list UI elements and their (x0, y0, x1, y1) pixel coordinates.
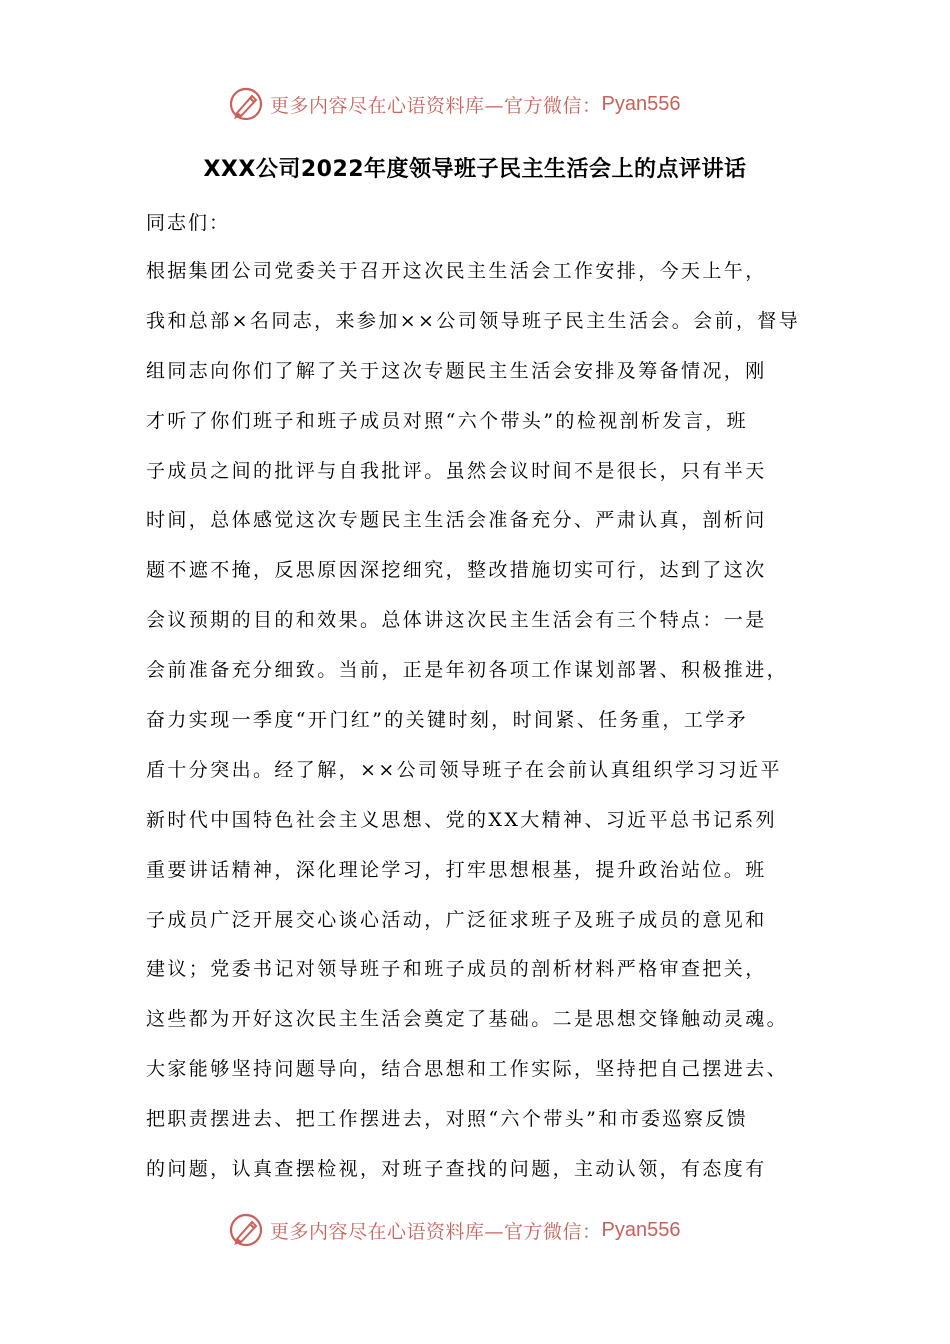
body-line: 重要讲话精神，深化理论学习，打牢思想根基，提升政治站位。班 (146, 858, 767, 881)
pen-logo-icon (228, 1212, 264, 1248)
body-line: 大家能够坚持问题导向，结合思想和工作实际，坚持把自己摆进去、 (146, 1058, 789, 1081)
watermark-header (228, 84, 680, 124)
watermark-text: 更多内容尽在心语资料库—官方微信： (270, 94, 602, 117)
body-line: 题不遮不掩，反思原因深挖细究，整改措施切实可行，达到了这次 (146, 559, 767, 582)
body-line: 把职责摆进去、把工作摆进去，对照“六个带头”和市委巡察反馈 (146, 1108, 749, 1131)
body-line: 会前准备充分细致。当前，正是年初各项工作谋划部署、积极推进， (146, 659, 789, 682)
body-line: 才听了你们班子和班子成员对照“六个带头”的检视剖析发言，班 (146, 409, 749, 432)
body-line: 组同志向你们了解了关于这次专题民主生活会安排及筹备情况，刚 (146, 359, 767, 382)
body-line: 子成员之间的批评与自我批评。虽然会议时间不是很长，只有半天 (146, 459, 767, 482)
document-title: XXX公司2022年度领导班子民主生活会上的点评讲话 (203, 157, 747, 182)
body-line: 奋力实现一季度“开门红”的关键时刻，时间紧、任务重，工学矛 (146, 709, 749, 732)
body-text (146, 258, 836, 1206)
body-line: 我和总部×名同志，来参加××公司领导班子民主生活会。会前，督导 (146, 309, 801, 332)
watermark-wechat-id: Pyan556 (601, 1218, 681, 1241)
watermark-footer (228, 1210, 680, 1250)
body-line: 建议；党委书记对领导班子和班子成员的剖析材料严格审查把关， (146, 958, 767, 981)
watermark-text: 更多内容尽在心语资料库—官方微信： (270, 1220, 602, 1243)
watermark-wechat-id: Pyan556 (601, 92, 681, 115)
body-line: 盾十分突出。经了解，××公司领导班子在会前认真组织学习习近平 (146, 758, 782, 781)
body-line: 时间，总体感觉这次专题民主生活会准备充分、严肃认真，剖析问 (146, 509, 767, 532)
body-line: 的问题，认真查摆检视，对班子查找的问题，主动认领，有态度有 (146, 1158, 767, 1181)
body-line: 这些都为开好这次民主生活会奠定了基础。二是思想交锋触动灵魂。 (146, 1008, 789, 1031)
body-line: 根据集团公司党委关于召开这次民主生活会工作安排，今天上午， (146, 260, 767, 282)
body-line: 子成员广泛开展交心谈心活动，广泛征求班子及班子成员的意见和 (146, 908, 767, 931)
pen-logo-icon (228, 86, 264, 122)
greeting: 同志们： (146, 212, 231, 234)
body-line: 会议预期的目的和效果。总体讲这次民主生活会有三个特点：一是 (146, 609, 767, 632)
body-line: 新时代中国特色社会主义思想、党的XX大精神、习近平总书记系列 (146, 808, 778, 831)
